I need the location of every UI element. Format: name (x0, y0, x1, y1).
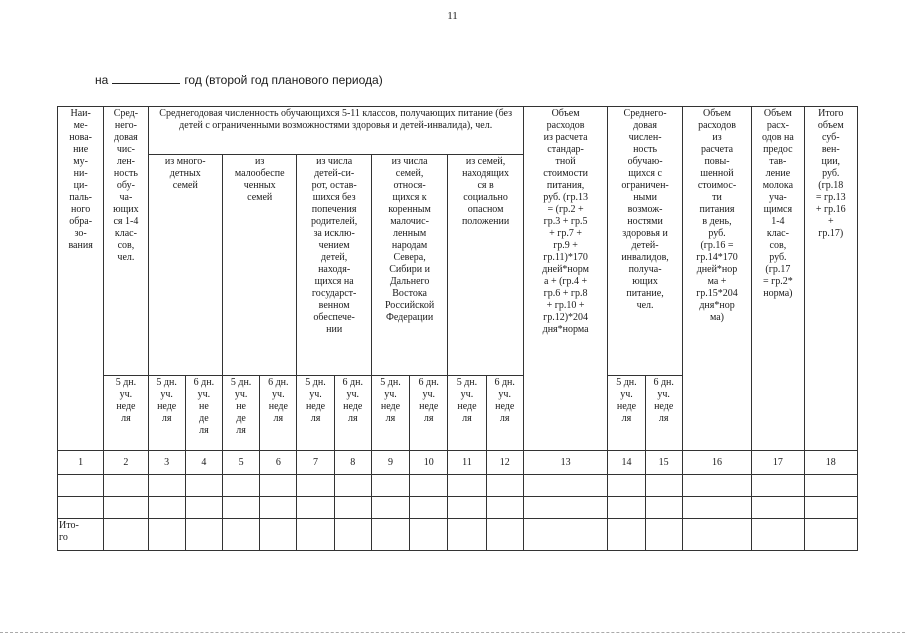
header-municipality: Наи- ме- нова- ние му- ни- ци- паль- ного обра- зо- вания (58, 107, 104, 451)
column-number: 5 (222, 451, 259, 475)
header-standard-cost: Объем расходов из расчета стандар- тной стоимости питания, руб. (гр.13 = (гр.2 + гр.3 + гр.5 + гр.7 + гр.9 + гр.11)*170 дней*норм а + (гр.4 + гр.6 + гр.8 + гр.10 + гр.12)*204 дня*норма (523, 107, 608, 451)
column-number: 11 (448, 451, 486, 475)
header-group-5-11: Среднегодовая численность обучающихся 5-11 классов, получающих питание (без детей с ограниченными возможностями здоровья и детей-инвалида), чел. (148, 107, 523, 155)
page-edge-divider (0, 632, 905, 633)
header-6day-week: 6 дн. уч. неде ля (410, 376, 448, 451)
header-increased-cost: Объем расходов из расчета повы- шенной стоимос- ти питания в день, руб. (гр.16 = гр.14*170 дней*нор ма + гр.15*204 дня*нор ма) (682, 107, 751, 451)
heading-suffix: год (второй год планового периода) (184, 73, 383, 87)
table-row (58, 497, 858, 519)
header-6day-week: 6 дн. уч. неде ля (260, 376, 297, 451)
table-row (58, 475, 858, 497)
header-5day-week: 5 дн. уч. неде ля (608, 376, 645, 451)
column-number: 3 (148, 451, 185, 475)
column-number: 17 (752, 451, 804, 475)
header-large-families: из много- детных семей (148, 155, 222, 376)
header-6day-week: 6 дн. уч. неде ля (645, 376, 682, 451)
column-number: 10 (410, 451, 448, 475)
total-label: Ито- го (58, 519, 104, 551)
header-indigenous: из числа семей, относя- щихся к коренным малочис- ленным народам Севера, Сибири и Дальнего Востока Российской Федерации (371, 155, 447, 376)
header-6day-week: 6 дн. уч. неде ля (334, 376, 371, 451)
header-danger: из семей, находящих ся в социально опасном положении (448, 155, 524, 376)
header-5day-week: 5 дн. уч. неде ля (104, 376, 148, 451)
header-total-subvention: Итого объем суб- вен- ции, руб. (гр.18 = гр.13 + гр.16 + гр.17) (804, 107, 857, 451)
header-5day-week: 5 дн. уч. неде ля (148, 376, 185, 451)
header-6day-week: 6 дн. уч. неде ля (486, 376, 523, 451)
header-disabled-count: Среднего- довая числен- ность обучаю- щихся с ограничен- ными возмож- ностями здоровья и детей- инвалидов, получа- ющих питание, чел. (608, 107, 682, 376)
column-number: 18 (804, 451, 857, 475)
column-number: 12 (486, 451, 523, 475)
header-low-income: из малообеспе ченных семей (222, 155, 296, 376)
column-number: 16 (682, 451, 751, 475)
column-number: 2 (104, 451, 148, 475)
column-number: 15 (645, 451, 682, 475)
year-blank (112, 73, 180, 84)
header-5day-week: 5 дн. уч. неде ля (371, 376, 409, 451)
header-orphans: из числа детей-си- рот, остав- шихся без попечения родителей, за исклю- чением детей, находя- щихся на государст- венном обеспече- нии (297, 155, 371, 376)
column-number: 7 (297, 451, 334, 475)
column-number: 8 (334, 451, 371, 475)
header-5day-week: 5 дн. уч. неде ля (448, 376, 486, 451)
header-5day-week: 5 дн. уч. не де ля (222, 376, 259, 451)
column-number: 1 (58, 451, 104, 475)
heading-prefix: на (95, 73, 109, 87)
column-number: 6 (260, 451, 297, 475)
column-number: 13 (523, 451, 608, 475)
page-number: 11 (447, 10, 458, 22)
header-6day-week: 6 дн. уч. не де ля (185, 376, 222, 451)
column-number: 14 (608, 451, 645, 475)
table-heading (95, 73, 383, 87)
total-row (58, 519, 858, 551)
header-milk-cost: Объем расх- одов на предос тав- ление молока уча- щимся 1-4 клас- сов, руб. (гр.17 = гр.2* норма) (752, 107, 804, 451)
header-5day-week: 5 дн. уч. неде ля (297, 376, 334, 451)
header-primary-count: Сред- него- довая чис- лен- ность обу- ча- ющих ся 1-4 клас- сов, чел. (104, 107, 148, 376)
column-number: 9 (371, 451, 409, 475)
column-number: 4 (185, 451, 222, 475)
subvention-table (57, 106, 858, 551)
